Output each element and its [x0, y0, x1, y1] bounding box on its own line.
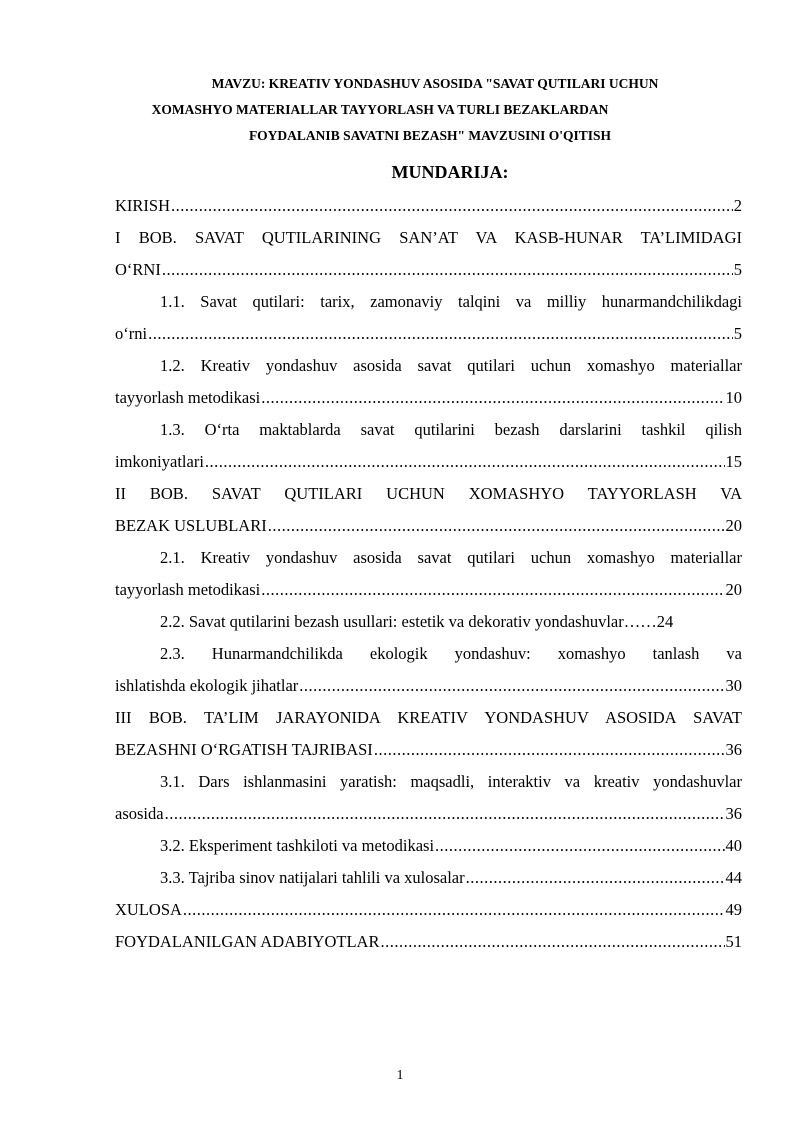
toc-entry	[115, 702, 742, 766]
toc-entry-title: 3.3. Tajriba sinov natijalari tahlili va xulosalar	[160, 868, 465, 887]
toc-entry-title-line1: I BOB. SAVAT QUTILARINING SAN’AT VA KASB-HUNAR TA’LIMIDAGI	[115, 228, 742, 247]
toc-page-number: 5	[733, 324, 742, 343]
toc-entry	[115, 830, 742, 862]
dot-leader	[261, 382, 724, 414]
toc-page-number: 36	[725, 740, 742, 759]
dot-leader	[299, 670, 724, 702]
toc-entry	[115, 862, 742, 894]
toc-entry-title-line2: imkoniyatlari	[115, 452, 204, 471]
toc-entry	[115, 894, 742, 926]
toc-page-number: 40	[725, 836, 742, 855]
toc-entry-title: 2.2. Savat qutilarini bezash usullari: estetik va dekorativ yondashuvlar	[160, 612, 624, 631]
toc-entry-title: 3.2. Eksperiment tashkiloti va metodikasi	[160, 836, 435, 855]
topic-line-2: XOMASHYO MATERIALLAR TAYYORLASH VA TURLI BEZAKLARDAN	[151, 102, 609, 117]
toc-entry	[115, 190, 742, 222]
toc-entry-title: KIRISH	[115, 196, 171, 215]
dot-leader	[466, 862, 725, 894]
toc-entry	[115, 478, 742, 542]
toc-entry-title-line1: 2.3. Hunarmandchilikda ekologik yondashuv: xomashyo tanlash va	[160, 644, 742, 663]
dot-leader	[183, 894, 725, 926]
toc-entry-title-line2: tayyorlash metodikasi	[115, 580, 261, 599]
toc-page-number: ……24	[623, 612, 674, 631]
toc-page-number: 15	[725, 452, 742, 471]
toc-entry-title-line1: III BOB. TA’LIM JARAYONIDA KREATIV YONDASHUV ASOSIDA SAVAT	[115, 708, 742, 727]
toc-entry-title-line2: asosida	[115, 804, 164, 823]
toc-entry	[115, 926, 742, 958]
toc-entry	[115, 350, 742, 414]
toc-entry-title-line1: 1.3. O‘rta maktablarda savat qutilarini bezash darslarini tashkil qilish	[160, 420, 742, 439]
topic-line-3: FOYDALANIB SAVATNI BEZASH" MAVZUSINI O'QITISH	[248, 128, 612, 143]
toc-entry-title: FOYDALANILGAN ADABIYOTLAR	[115, 932, 380, 951]
toc-entry-title-line2: o‘rni	[115, 324, 148, 343]
toc-entry-title-line2: ishlatishda ekologik jihatlar	[115, 676, 299, 695]
toc-entry	[115, 638, 742, 702]
toc-page-number: 10	[725, 388, 742, 407]
dot-leader	[205, 446, 725, 478]
toc-entry-title-line1: II BOB. SAVAT QUTILARI UCHUN XOMASHYO TAYYORLASH VA	[115, 484, 742, 503]
toc-entry	[115, 414, 742, 478]
toc-page-number: 51	[725, 932, 742, 951]
toc-entry	[115, 766, 742, 830]
toc-entry	[115, 286, 742, 350]
toc-entry-title-line1: 2.1. Kreativ yondashuv asosida savat qutilari uchun xomashyo materiallar	[160, 548, 742, 567]
toc-entry-title-line2: O‘RNI	[115, 260, 161, 279]
dot-leader	[162, 254, 733, 286]
toc-title: MUNDARIJA:	[391, 162, 509, 182]
topic-line-1: MAVZU: KREATIV YONDASHUV ASOSIDA "SAVAT QUTILARI UCHUN	[211, 76, 659, 91]
toc-entry-title-line1: 1.1. Savat qutilari: tarix, zamonaviy talqini va milliy hunarmandchilikdagi	[160, 292, 742, 311]
dot-leader	[171, 190, 733, 222]
toc-page-number: 2	[733, 196, 742, 215]
toc-entry-title-line1: 1.2. Kreativ yondashuv asosida savat qutilari uchun xomashyo materiallar	[160, 356, 742, 375]
page-number: 1	[396, 1068, 404, 1083]
toc-page-number: 5	[733, 260, 742, 279]
dot-leader	[148, 318, 733, 350]
toc-page-number: 36	[725, 804, 742, 823]
dot-leader	[380, 926, 724, 958]
dot-leader	[165, 798, 725, 830]
dot-leader	[261, 574, 724, 606]
dot-leader	[374, 734, 725, 766]
toc-entry-title-line2: BEZAK USLUBLARI	[115, 516, 267, 535]
toc-entry	[115, 542, 742, 606]
toc-page-number: 20	[725, 580, 742, 599]
toc-entry-title-line1: 3.1. Dars ishlanmasini yaratish: maqsadli, interaktiv va kreativ yondashuvlar	[160, 772, 742, 791]
toc-page-number: 20	[725, 516, 742, 535]
dot-leader	[268, 510, 725, 542]
toc-page-number: 49	[725, 900, 742, 919]
toc-entry-title: XULOSA	[115, 900, 182, 919]
dot-leader	[435, 830, 724, 862]
toc-entry-title-line2: tayyorlash metodikasi	[115, 388, 261, 407]
table-of-contents	[115, 190, 742, 958]
toc-entry	[115, 222, 742, 286]
toc-page-number: 30	[725, 676, 742, 695]
toc-entry	[115, 606, 742, 638]
toc-entry-title-line2: BEZASHNI O‘RGATISH TAJRIBASI	[115, 740, 373, 759]
toc-page-number: 44	[725, 868, 742, 887]
